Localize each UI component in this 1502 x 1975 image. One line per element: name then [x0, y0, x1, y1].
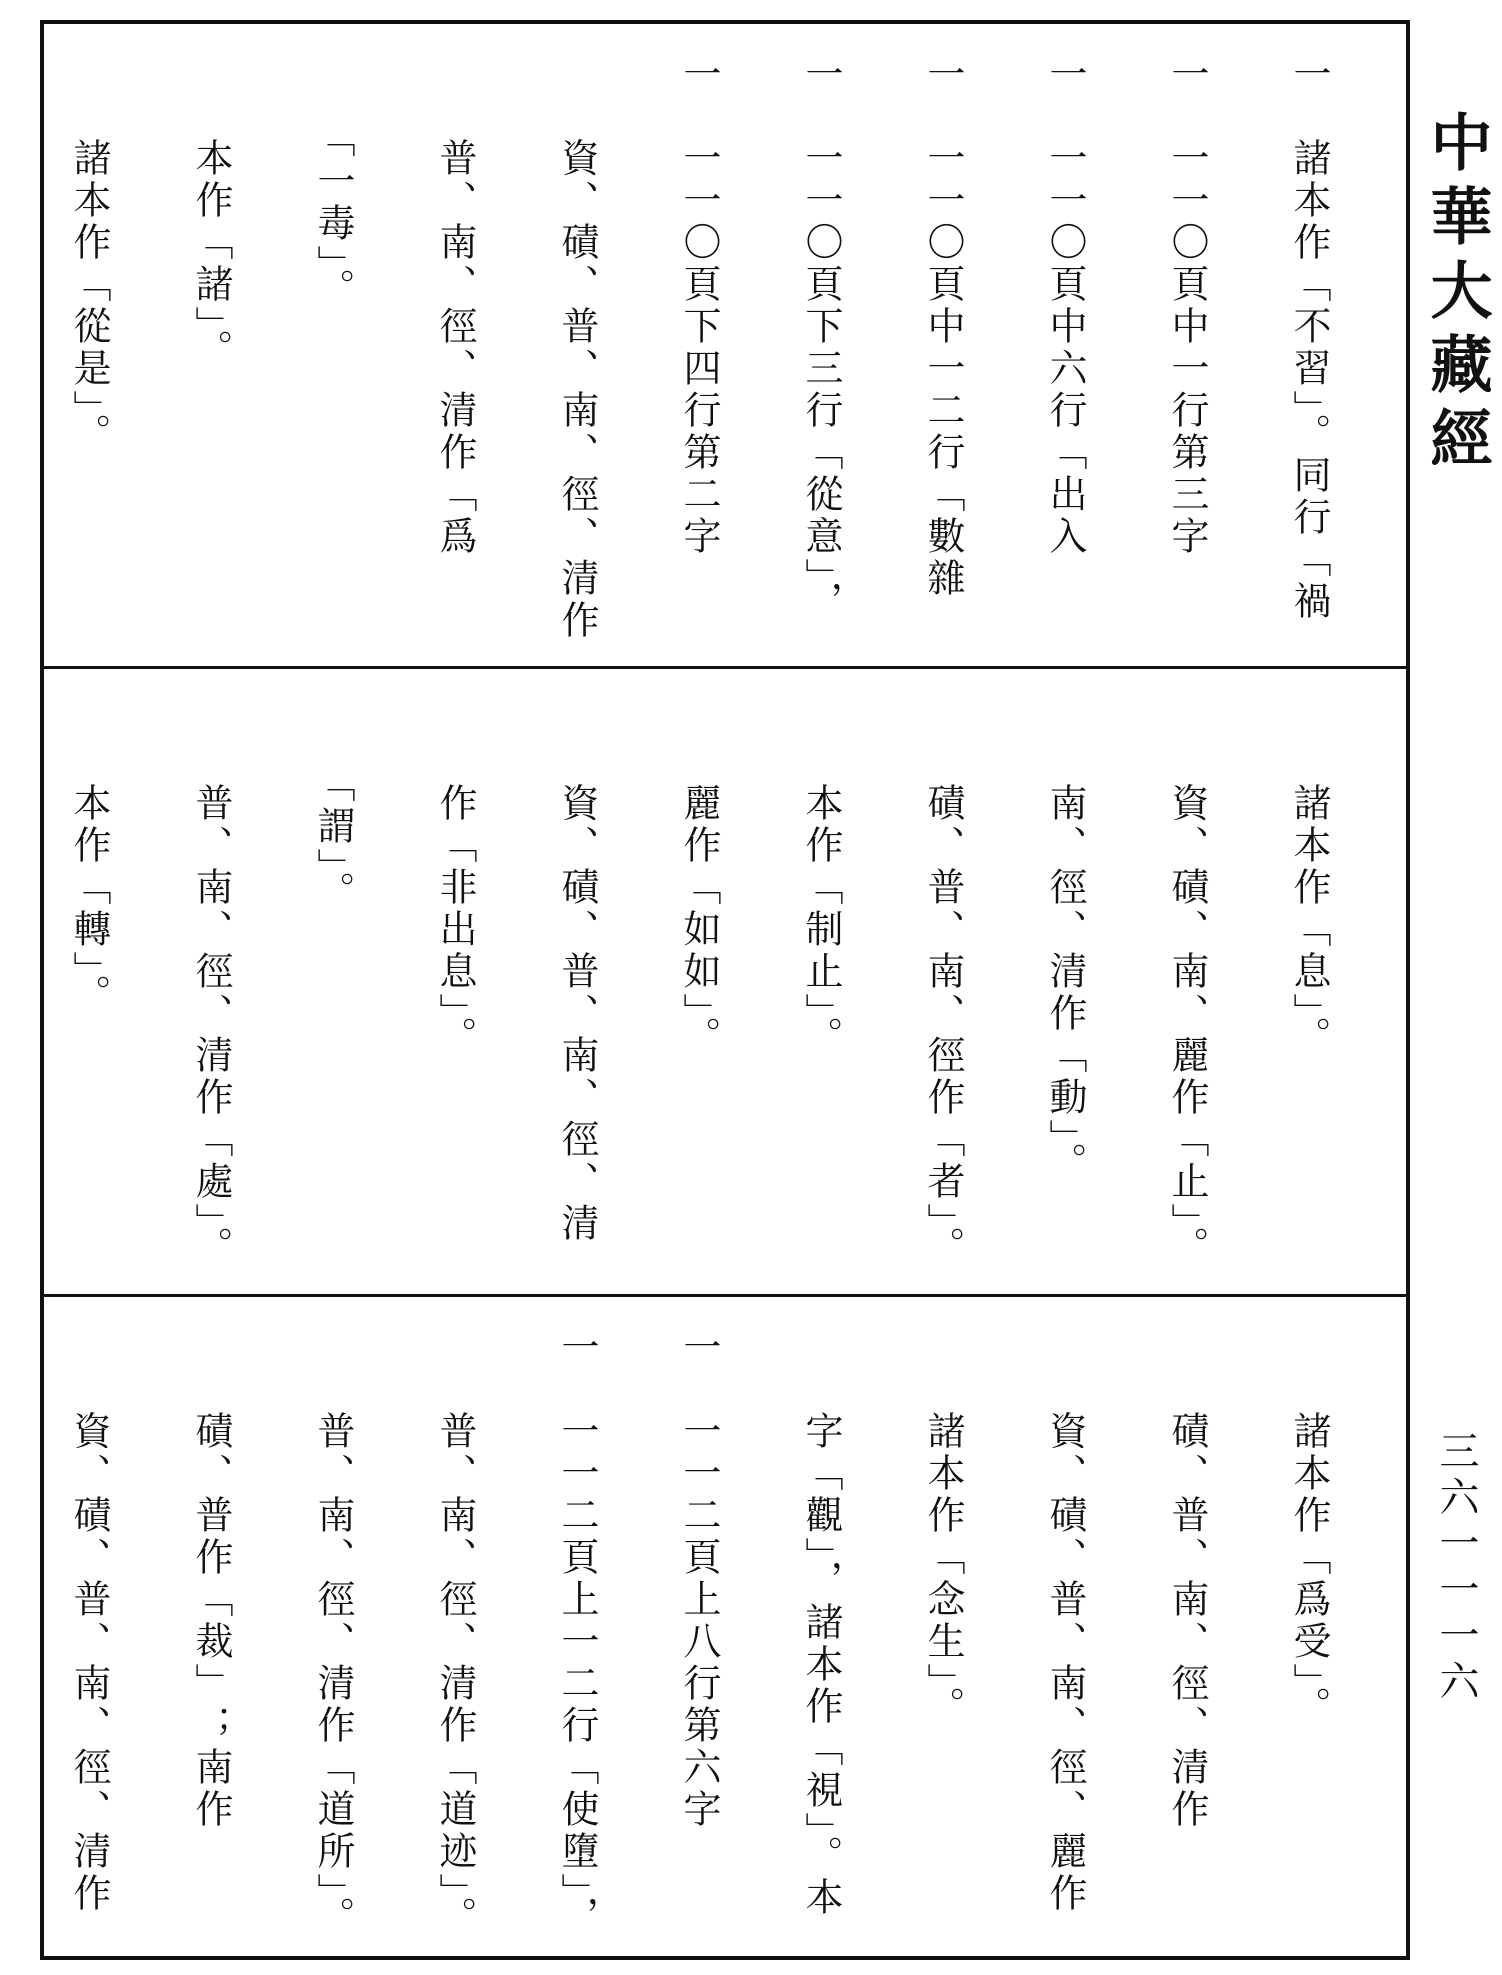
page-number: 三六一一一六	[1433, 1430, 1479, 1706]
note-column: 普、南、徑、清作「道所」。	[311, 1411, 355, 1938]
note-column: 普、南、徑、清作「道迹」。	[433, 1411, 477, 1938]
note-column: 一 一一〇頁下四行第二字	[677, 54, 721, 558]
note-column: 普、南、徑、清作「處」。	[189, 783, 233, 1268]
note-column: 諸本作「息」。	[1287, 783, 1331, 1058]
note-column: 一 一一〇頁中一行第三字	[1165, 54, 1209, 558]
note-column: 諸本作「從是」。	[67, 138, 111, 455]
note-column: 一 一一〇頁下三行「從意」，	[799, 54, 843, 623]
note-columns	[64, 1327, 1368, 1953]
note-column: 資、磧、南、麗作「止」。	[1165, 783, 1209, 1268]
note-column: 作「非出息」。	[433, 783, 477, 1058]
note-column: 「一毒」。	[311, 138, 355, 310]
note-column: 一 一一二頁上一二行「使墮」，	[555, 1327, 599, 1938]
note-column: 本作「諸」。	[189, 138, 233, 371]
note-columns	[64, 699, 1368, 1287]
note-column: 磧、普、南、徑作「者」。	[921, 783, 965, 1268]
page-frame	[40, 20, 1410, 1960]
note-column: 「謂」。	[311, 783, 355, 913]
note-column: 一 諸本作「不習」。同行「禍	[1287, 54, 1331, 623]
note-column: 諸本作「爲受」。	[1287, 1411, 1331, 1728]
note-column: 本作「制止」。	[799, 783, 843, 1058]
note-column: 資、磧、普、南、徑、清作	[67, 1411, 111, 1915]
register-bottom	[44, 1294, 1406, 1963]
note-column: 資、磧、普、南、徑、麗作	[1043, 1411, 1087, 1915]
note-column: 一 一一〇頁中一二行「數雜	[921, 54, 965, 600]
note-column: 一 一一二頁上八行第六字	[677, 1327, 721, 1831]
note-columns	[64, 54, 1368, 656]
note-column: 資、磧、普、南、徑、清作	[555, 138, 599, 642]
note-column: 磧、普、南、徑、清作	[1165, 1411, 1209, 1831]
note-column: 諸本作「念生」。	[921, 1411, 965, 1728]
note-column: 麗作「如如」。	[677, 783, 721, 1058]
note-column: 一 一一〇頁中六行「出入	[1043, 54, 1087, 558]
note-column: 磧、普作「裁」；南作	[189, 1411, 233, 1831]
note-column: 普、南、徑、清作「爲	[433, 138, 477, 558]
note-column: 南、徑、清作「動」。	[1043, 783, 1087, 1184]
note-column: 字「觀」，諸本作「視」。本	[799, 1411, 843, 1919]
register-middle	[44, 666, 1406, 1297]
note-column: 資、磧、普、南、徑、清	[555, 783, 599, 1245]
page-title: 中華大藏經	[1420, 110, 1493, 480]
register-top	[44, 24, 1406, 666]
note-column: 本作「轉」。	[67, 783, 111, 1016]
